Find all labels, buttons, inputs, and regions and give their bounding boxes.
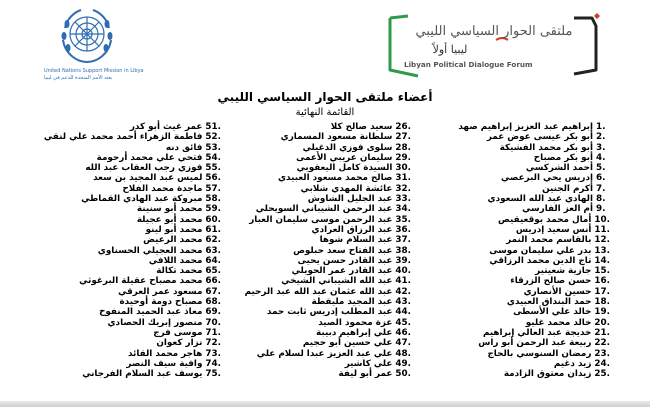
member-list-item: [420, 287, 610, 297]
member-number: 52.: [205, 132, 221, 143]
member-list-item: [221, 307, 411, 317]
member-list-item: [31, 204, 221, 214]
member-number: 58.: [205, 194, 221, 205]
member-number: 40.: [395, 266, 411, 277]
members-column-2: [221, 122, 411, 379]
member-number: 72.: [205, 338, 221, 349]
member-name: عبد الجليل الشاوش: [307, 194, 393, 205]
member-list-item: [221, 235, 411, 245]
member-number: 47.: [395, 338, 411, 349]
member-name: أبو بكر مصباح: [533, 152, 593, 163]
member-name: محمد مصباح عقيلة البرغوثي: [79, 276, 203, 287]
member-name: محمد أبو سنينة: [136, 204, 203, 215]
member-number: 29.: [395, 152, 411, 163]
member-number: 20.: [594, 317, 610, 328]
member-number: 64.: [205, 255, 221, 266]
member-number: 60.: [205, 214, 221, 225]
member-name: سلطانة مسعود المسماري: [280, 132, 393, 143]
member-name: يوسف عبد السلام الفرجاني: [82, 369, 203, 380]
member-name: عزة محمود الصيد: [318, 317, 393, 328]
document-title: أعضاء ملتقى الحوار السياسي الليبي: [217, 90, 433, 104]
un-caption-ar: بعثة الأمم المتحدة للدعم في ليبيا: [44, 74, 113, 81]
member-number: 42.: [395, 286, 411, 297]
member-number: 25.: [594, 369, 610, 380]
member-name: أبو بكر محمد الفشيكة: [499, 142, 593, 153]
member-list-item: [221, 153, 411, 163]
member-list-item: [420, 359, 610, 369]
member-list-item: [420, 132, 610, 142]
member-list-item: [31, 225, 221, 235]
member-list-item: [31, 163, 221, 173]
member-name: عبد المجيد مليقطة: [311, 297, 393, 308]
member-number: 50.: [395, 369, 411, 380]
member-name: تاج الدين محمد الرزاقي: [489, 255, 592, 266]
member-name: إبراهيم عبد العزيز إبراهيم صهد: [458, 122, 593, 132]
member-list-item: [221, 338, 411, 348]
member-number: 73.: [205, 348, 221, 359]
member-list-item: [221, 194, 411, 204]
member-number: 55.: [205, 163, 221, 174]
member-name: محمد الرعيض: [143, 235, 203, 246]
member-list-item: [221, 276, 411, 286]
member-number: 13.: [594, 245, 610, 256]
member-name: زيد دغيم: [553, 358, 592, 369]
member-number: 26.: [395, 122, 411, 132]
member-name: أم العز الفارسي: [522, 204, 593, 215]
member-list-item: [420, 307, 610, 317]
member-number: 67.: [205, 286, 221, 297]
member-number: 33.: [395, 194, 411, 205]
member-list-item: [420, 204, 610, 214]
member-list-item: [31, 143, 221, 153]
member-list-item: [221, 359, 411, 369]
document-subtitle: القائمة النهائية: [295, 107, 355, 118]
member-name: أحمد الشركسي: [525, 163, 593, 174]
member-name: محمد أبو لينو: [145, 224, 203, 235]
member-name: إدريس يحي البرعصي: [501, 173, 593, 184]
member-number: 18.: [594, 297, 610, 308]
member-number: 10.: [594, 214, 610, 225]
member-name: زيدان معتوق الزادمة: [503, 369, 592, 380]
member-name: خالد علي الأسطى: [513, 307, 592, 318]
member-number: 23.: [594, 348, 610, 359]
member-list-item: [420, 318, 610, 328]
member-name: أنس سعيد إدريس: [515, 224, 592, 235]
member-name: مسعود عمر العرقي: [118, 286, 203, 297]
member-list-item: [221, 132, 411, 142]
member-name: عبد القادر حسن يحيى: [297, 255, 393, 266]
member-list-item: [420, 225, 610, 235]
member-name: بدر علي سليمان موسى: [489, 245, 592, 256]
member-list-item: [31, 266, 221, 276]
member-name: عبد السلام شوها: [319, 235, 393, 246]
member-name: خديجة عبد العالي إبراهيم: [482, 327, 592, 338]
member-list-item: [420, 297, 610, 307]
member-number: 7.: [596, 183, 606, 194]
member-name: سليمان عريبي الأعمى: [296, 152, 393, 163]
member-list-item: [31, 184, 221, 194]
member-list-item: [31, 153, 221, 163]
member-number: 71.: [205, 327, 221, 338]
member-list-item: [31, 287, 221, 297]
member-name: حسن صالح الزرقاء: [510, 276, 592, 287]
member-name: مبروكة عبد الهادي القماطي: [81, 194, 203, 205]
member-list-item: [420, 184, 610, 194]
member-name: فتحي علي محمد أرحومة: [96, 152, 203, 163]
member-name: عبد الفتاح سعد حبلوص: [293, 245, 393, 256]
member-list-item: [31, 276, 221, 286]
member-number: 28.: [395, 142, 411, 153]
member-number: 16.: [594, 276, 610, 287]
member-name: هاجر محمد القائد: [127, 348, 203, 359]
un-caption-en: United Nations Support Mission in Libya: [44, 68, 144, 74]
member-list-item: [31, 173, 221, 183]
member-list-item: [31, 359, 221, 369]
member-name: الهادي عبد الله السعودي: [487, 194, 593, 205]
member-list-item: [221, 122, 411, 132]
member-list-item: [420, 143, 610, 153]
member-number: 30.: [395, 163, 411, 174]
member-name: صالح محمد مسعود العبيدي: [278, 173, 393, 184]
member-number: 48.: [395, 348, 411, 359]
member-list-item: [221, 256, 411, 266]
member-number: 56.: [205, 173, 221, 184]
member-number: 63.: [205, 245, 221, 256]
member-number: 8.: [596, 194, 606, 205]
member-name: جازية شعيتير: [535, 266, 592, 277]
member-name: عائشة المهدي شلابي: [300, 183, 393, 194]
member-name: محمد تكالة: [156, 266, 203, 277]
member-name: مصباح دومة أوحيدة: [119, 297, 203, 308]
member-list-item: [221, 246, 411, 256]
member-number: 27.: [395, 132, 411, 143]
member-number: 45.: [395, 317, 411, 328]
forum-title-english: Libyan Political Dialogue Forum: [404, 60, 533, 69]
member-list-item: [31, 235, 221, 245]
member-number: 1.: [596, 122, 606, 132]
member-list-item: [221, 318, 411, 328]
member-number: 75.: [205, 369, 221, 380]
member-list-item: [221, 328, 411, 338]
member-number: 37.: [395, 235, 411, 246]
members-column-1: [420, 122, 610, 379]
member-name: موسى فرج: [153, 327, 203, 338]
member-list-item: [221, 173, 411, 183]
member-list-item: [420, 349, 610, 359]
member-name: محمد العجيلي الحسناوي: [97, 245, 203, 256]
member-name: عبد الله عثمان عبد الله عبد الرحيم: [244, 286, 393, 297]
member-list-item: [420, 246, 610, 256]
un-emblem-logo: [55, 4, 119, 68]
member-list-item: [221, 184, 411, 194]
member-name: لميس عبد المجيد بن سعد: [93, 173, 203, 184]
member-list-item: [31, 246, 221, 256]
member-name: سلوى فوزي الدغيلي: [302, 142, 393, 153]
member-list-item: [31, 132, 221, 142]
member-name: نزار كعوان: [156, 338, 203, 349]
member-list-item: [420, 173, 610, 183]
member-name: منصور إبريك الحصادي: [107, 317, 203, 328]
member-name: خالد محمد غليو: [525, 317, 592, 328]
member-name: محمد اللافي: [148, 255, 203, 266]
member-list-item: [31, 307, 221, 317]
member-list-item: [31, 194, 221, 204]
member-list-item: [420, 328, 610, 338]
member-name: علي عبد العزيز عبدا لسلام علي: [256, 348, 393, 359]
member-list-item: [31, 318, 221, 328]
member-number: 4.: [596, 152, 606, 163]
member-list-item: [31, 338, 221, 348]
member-number: 21.: [594, 327, 610, 338]
member-list-item: [221, 215, 411, 225]
forum-title-arabic: ملتقى الحوار السياسي الليبي: [415, 24, 573, 39]
members-column-3: [31, 122, 221, 379]
member-name: السيدة كامل اليعقوبي: [296, 163, 393, 174]
member-number: 38.: [395, 245, 411, 256]
member-list-item: [31, 122, 221, 132]
member-number: 68.: [205, 297, 221, 308]
member-name: حمد البنداق العبيدي: [506, 297, 592, 308]
member-name: علي كاشير: [344, 358, 393, 369]
member-number: 53.: [205, 142, 221, 153]
member-name: عبد الرزاق العرادي: [311, 224, 393, 235]
member-number: 74.: [205, 358, 221, 369]
member-number: 41.: [395, 276, 411, 287]
member-number: 22.: [594, 338, 610, 349]
member-list-item: [31, 297, 221, 307]
member-list-item: [221, 204, 411, 214]
member-number: 3.: [596, 142, 606, 153]
member-list-item: [420, 153, 610, 163]
member-name: محمد أبو عجيلة: [136, 214, 203, 225]
member-list-item: [420, 194, 610, 204]
member-number: 51.: [205, 122, 221, 132]
member-name: أمال محمد بوقعيقيص: [498, 214, 592, 225]
member-name: علي إبراهيم دبيبة: [316, 327, 393, 338]
page-bottom-edge: [0, 401, 650, 407]
member-list-item: [420, 369, 610, 379]
member-list-item: [221, 287, 411, 297]
member-list-item: [221, 369, 411, 379]
member-list-item: [420, 266, 610, 276]
member-name: أكرم الجنين: [542, 183, 593, 194]
member-number: 12.: [594, 235, 610, 246]
member-number: 6.: [596, 173, 606, 184]
member-name: رمضان السنوسي بالحاج: [487, 348, 592, 359]
member-name: وافية سيف النصر: [126, 358, 203, 369]
member-list-item: [31, 369, 221, 379]
member-number: 59.: [205, 204, 221, 215]
member-list-item: [420, 163, 610, 173]
member-number: 65.: [205, 266, 221, 277]
member-number: 19.: [594, 307, 610, 318]
member-number: 2.: [596, 132, 606, 143]
member-list-item: [420, 235, 610, 245]
member-name: عبد القادر عمر الحويلي: [291, 266, 393, 277]
forum-slogan-arabic: ليبيا أولاً: [432, 43, 468, 56]
member-number: 54.: [205, 152, 221, 163]
member-name: عبد الرحمن موسى سليمان العبار: [249, 214, 393, 225]
member-number: 43.: [395, 297, 411, 308]
member-name: حسين الأنصاري: [523, 286, 592, 297]
member-number: 15.: [594, 266, 610, 277]
member-number: 49.: [395, 358, 411, 369]
member-number: 31.: [395, 173, 411, 184]
member-list-item: [221, 349, 411, 359]
lpdf-libya-map-logo: [378, 12, 608, 84]
member-number: 17.: [594, 286, 610, 297]
member-name: سعيد صالح كلا: [330, 122, 393, 132]
member-number: 9.: [596, 204, 606, 215]
member-list-item: [221, 143, 411, 153]
member-number: 70.: [205, 317, 221, 328]
member-name: علي حسين أبو حجيم: [302, 338, 393, 349]
member-list-item: [420, 338, 610, 348]
member-number: 44.: [395, 307, 411, 318]
member-name: بالقاسم محمد النمر: [506, 235, 592, 246]
member-list-item: [221, 266, 411, 276]
member-number: 24.: [594, 358, 610, 369]
member-list-item: [420, 256, 610, 266]
member-list-item: [221, 163, 411, 173]
member-name: عمر أبو ليفة: [338, 369, 393, 380]
member-name: فوزي رجب العقاب عبد الله: [85, 163, 203, 174]
un-mission-caption: [44, 68, 154, 81]
member-number: 36.: [395, 224, 411, 235]
member-list-item: [31, 349, 221, 359]
member-name: عبد المطلب إدريس ثابت حمد: [266, 307, 393, 318]
member-number: 57.: [205, 183, 221, 194]
member-number: 69.: [205, 307, 221, 318]
member-number: 66.: [205, 276, 221, 287]
member-number: 32.: [395, 183, 411, 194]
member-number: 35.: [395, 214, 411, 225]
member-number: 61.: [205, 224, 221, 235]
member-name: ماجدة محمد الفلاح: [122, 183, 203, 194]
member-name: أبو بكر عيسى عوض عمر: [486, 132, 593, 143]
member-list-item: [420, 276, 610, 286]
member-list-item: [31, 328, 221, 338]
member-list-item: [31, 256, 221, 266]
member-name: فائق دنه: [165, 142, 203, 153]
member-name: ربيعة عبد الرحمن أبو راس: [478, 338, 592, 349]
member-name: معاذ عبد الحميد المنفوخ: [99, 307, 203, 318]
member-name: عبد الرحمن الشيباني السويحلي: [255, 204, 393, 215]
member-number: 34.: [395, 204, 411, 215]
member-name: عمر غيث أبو كدر: [129, 122, 203, 132]
member-number: 62.: [205, 235, 221, 246]
member-name: عبد الله الشيباني الشيخي: [281, 276, 393, 287]
member-number: 5.: [596, 163, 606, 174]
member-number: 46.: [395, 327, 411, 338]
member-list-item: [420, 122, 610, 132]
member-list-item: [420, 215, 610, 225]
member-number: 14.: [594, 255, 610, 266]
member-list-item: [221, 225, 411, 235]
member-name: فاطمة الزهراء أحمد محمد علي لنقي: [43, 132, 203, 143]
member-number: 11.: [594, 224, 610, 235]
member-list-item: [221, 297, 411, 307]
member-list-item: [31, 215, 221, 225]
member-number: 39.: [395, 255, 411, 266]
